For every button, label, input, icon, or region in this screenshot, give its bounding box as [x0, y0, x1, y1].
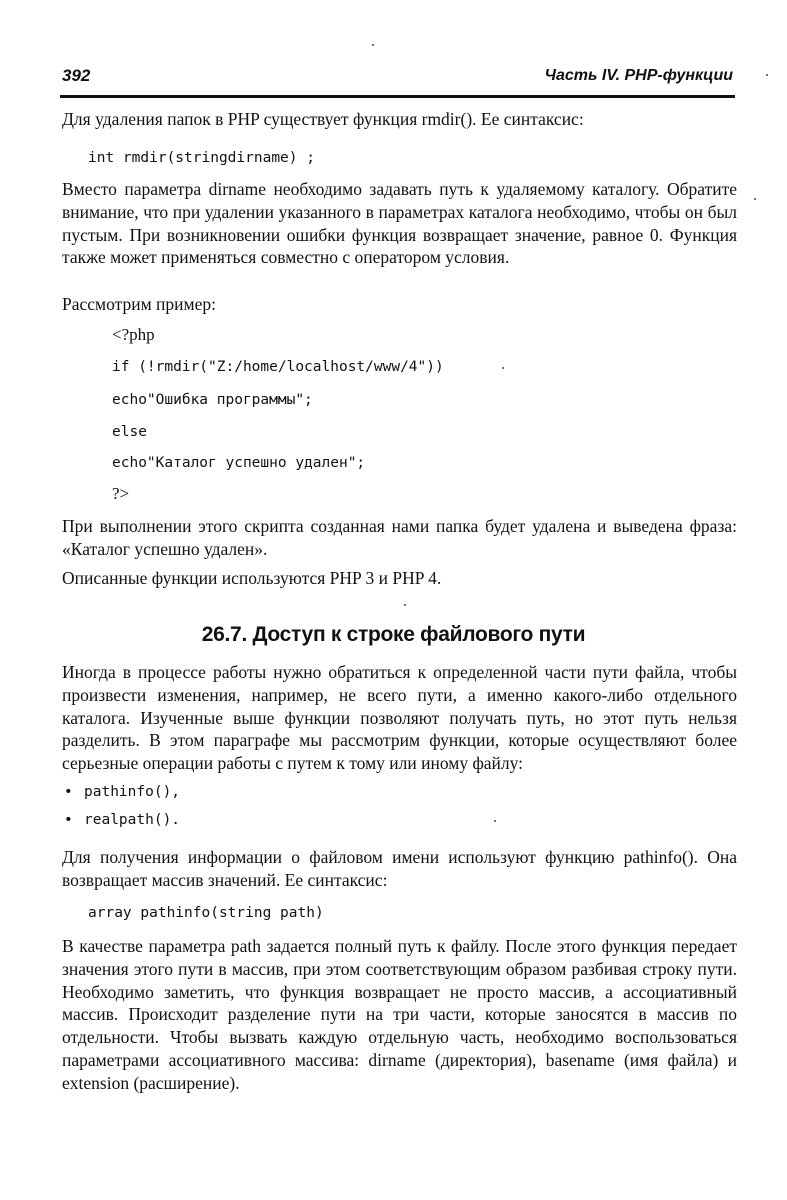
paragraph-pathinfo-details: В качестве параметра path задается полный путь к файлу. После этого функция передает значения этого пути в массив, при этом соответствующим образом разбивая строку пути. Необходимо заметить, что функция возвращает не просто массив, а ассоциативный массив. Происходит разделение пути на три части, которые заносятся в массив по отдельности. Чтобы вызвать каждую отдельную часть, необходимо воспользоваться параметрами ассоциативного массива: dirname (директория), basename (имя файла) и extension (расширение).: [62, 936, 737, 1093]
scan-speck: [404, 604, 406, 606]
code-line: <?php: [112, 325, 155, 344]
list-item-text: realpath().: [84, 812, 181, 828]
code-line: ?>: [112, 484, 130, 503]
code-line: else: [112, 424, 147, 440]
paragraph-path-access: Иногда в процессе работы нужно обратиться к определенной части пути файла, чтобы произвести изменения, например, не всего пути, а именно какого-либо отдельного каталога. Изученные выше функции позволяют получать путь, но этот путь нельзя разделить. В этом параграфе мы рассмотрим функции, которые осуществляют более серьезные операции работы с путем к тому или иному файлу:: [62, 662, 737, 774]
list-item-text: pathinfo(),: [84, 784, 181, 800]
scan-speck: [754, 198, 756, 200]
bullet-mark: •: [64, 784, 73, 800]
paragraph-pathinfo-intro: Для получения информации о файловом имени используют функцию pathinfo(). Она возвращает массив значений. Ее синтаксис:: [62, 847, 737, 890]
paragraph-example-intro: Рассмотрим пример:: [62, 294, 216, 314]
list-item: [64, 784, 180, 800]
scan-speck: [502, 367, 504, 369]
code-rmdir-syntax: int rmdir(stringdirname) ;: [88, 150, 315, 166]
running-title: Часть IV. PHP-функции: [544, 67, 733, 84]
section-heading: 26.7. Доступ к строке файлового пути: [201, 623, 586, 646]
scan-speck: [372, 44, 374, 46]
scan-speck: [766, 74, 768, 76]
list-item: [64, 812, 180, 828]
paragraph-script-result: При выполнении этого скрипта созданная нами папка будет удалена и выведена фраза: «Каталог успешно удален».: [62, 516, 737, 559]
code-line: echo"Ошибка программы";: [112, 392, 313, 408]
paragraph-rmdir-intro: Для удаления папок в PHP существует функция rmdir(). Ее синтаксис:: [62, 109, 584, 129]
page-number: 392: [62, 66, 91, 85]
code-line: echo"Каталог успешно удален";: [112, 455, 366, 471]
paragraph-php-versions: Описанные функции используются PHP 3 и PHP 4.: [62, 568, 442, 588]
code-line: if (!rmdir("Z:/home/localhost/www/4")): [112, 359, 444, 375]
paragraph-dirname-note: Вместо параметра dirname необходимо задавать путь к удаляемому каталогу. Обратите внимание, что при удалении указанного в параметрах каталога необходимо, чтобы он был пустым. При возникновении ошибки функция возвращает значение, равное 0. Функция также может применяться совместно с оператором условия.: [62, 179, 737, 268]
header-rule: [60, 95, 735, 98]
scan-speck: [494, 820, 496, 822]
bullet-mark: •: [64, 812, 73, 828]
code-pathinfo-syntax: array pathinfo(string path): [88, 905, 324, 921]
